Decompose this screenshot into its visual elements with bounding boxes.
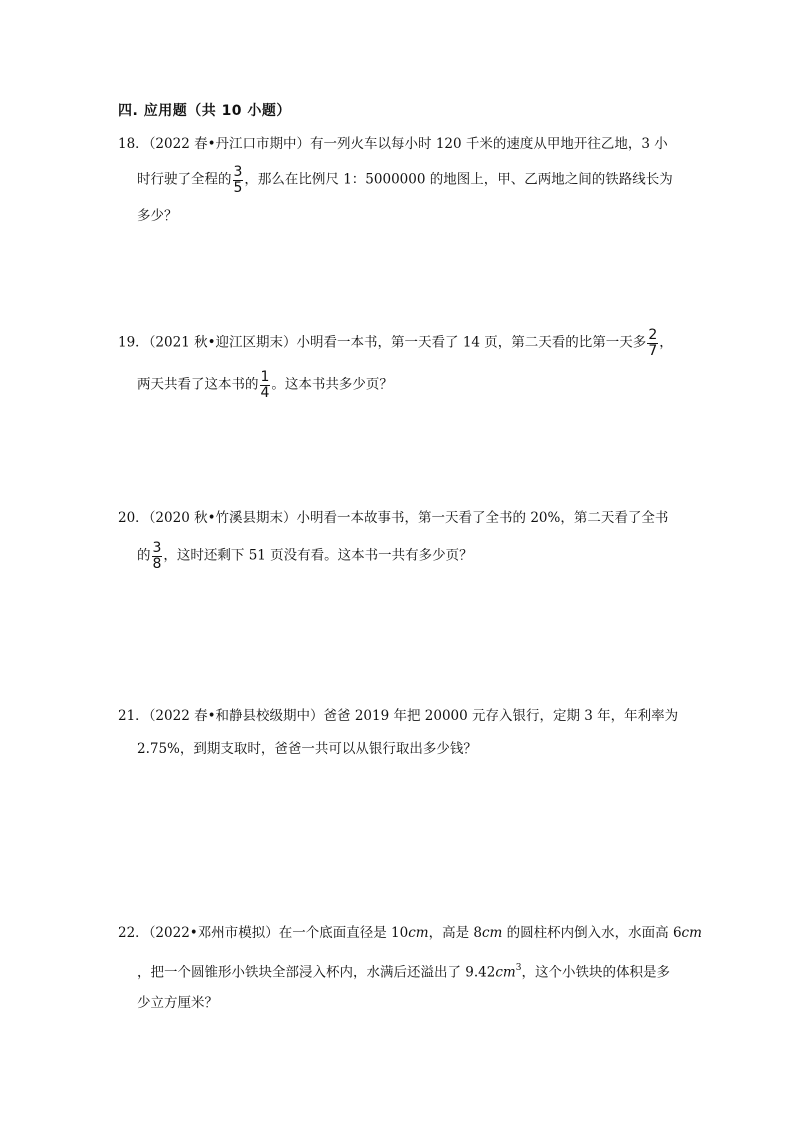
question-text: 2.75%，到期支取时，爸爸一共可以从银行取出多少钱？ [137,741,477,757]
question-text: ，把一个圆锥形小铁块全部浸入杯内，水满后还溢出了 9.42 [137,964,496,981]
question-text: ，高是 8 [428,925,482,941]
section-title: 四. 应用题（共 10 小题） [118,103,291,119]
question-19-line-2 [137,369,393,401]
superscript: 3 [515,963,522,973]
question-18-line-1 [118,131,668,157]
question-22-line-2 [137,956,670,982]
question-number: 21． [118,708,149,724]
unit: cm [408,925,429,941]
question-number: 20． [118,510,149,526]
question-number: 22． [118,925,149,941]
question-22-line-3 [137,990,218,1016]
question-text: 。这本书共多少页？ [271,376,393,393]
fraction: $\frac{3}{8}$ [152,540,162,572]
question-20-line-1 [118,505,668,531]
question-22-line-1 [118,920,702,946]
question-21-line-1 [118,703,678,729]
question-text: 时行驶了全程的 [137,171,232,188]
question-number: 18． [118,136,149,152]
fraction: $\frac{1}{4}$ [260,369,270,401]
unit: cm [681,925,702,941]
question-text: 的圆柱杯内倒入水，水面高 6 [502,925,682,941]
question-text: （2020 秋•竹溪县期末）小明看一本故事书，第一天看了全书的 20%，第二天看了全书 [148,510,669,526]
question-18-line-3 [137,203,178,229]
question-text: ，这时还剩下 51 页没有看。这本书一共有多少页？ [163,547,473,564]
unit: cm [482,925,503,941]
question-text: 少立方厘米？ [137,995,218,1011]
question-text: 的 [137,547,151,564]
fraction: $\frac{2}{7}$ [648,327,658,359]
question-text: 两天共看了这本书的 [137,376,259,393]
question-text: （2021 秋•迎江区期末）小明看一本书，第一天看了 14 页，第二天看的比第一天多 [148,334,647,351]
question-21-line-2 [137,736,477,762]
question-text: 多少？ [137,208,178,224]
question-18-line-2 [137,164,673,196]
fraction: $\frac{3}{5}$ [233,164,243,196]
question-20-line-2 [137,540,473,572]
question-text: ，这个小铁块的体积是多 [521,964,670,981]
question-text: （2022•邓州市模拟）在一个底面直径是 10 [148,925,409,941]
question-text: ，那么在比例尺 1：5000000 的地图上，甲、乙两地之间的铁路线长为 [244,171,673,188]
question-19-line-1: 19．（2021 秋•迎江区期末）小明看一本书，第一天看了 14 页，第二天看的比第一天多 $\frac{2}{7}$ ， [118,327,673,359]
question-text: （2022 春•丹江口市期中）有一列火车以每小时 120 千米的速度从甲地开往乙地，3 小 [148,136,668,152]
question-text: （2022 春•和静县校级期中）爸爸 2019 年把 20000 元存入银行，定期 3 年，年利率为 [148,708,679,724]
question-number: 19． [118,334,149,351]
unit: cm [495,964,516,981]
